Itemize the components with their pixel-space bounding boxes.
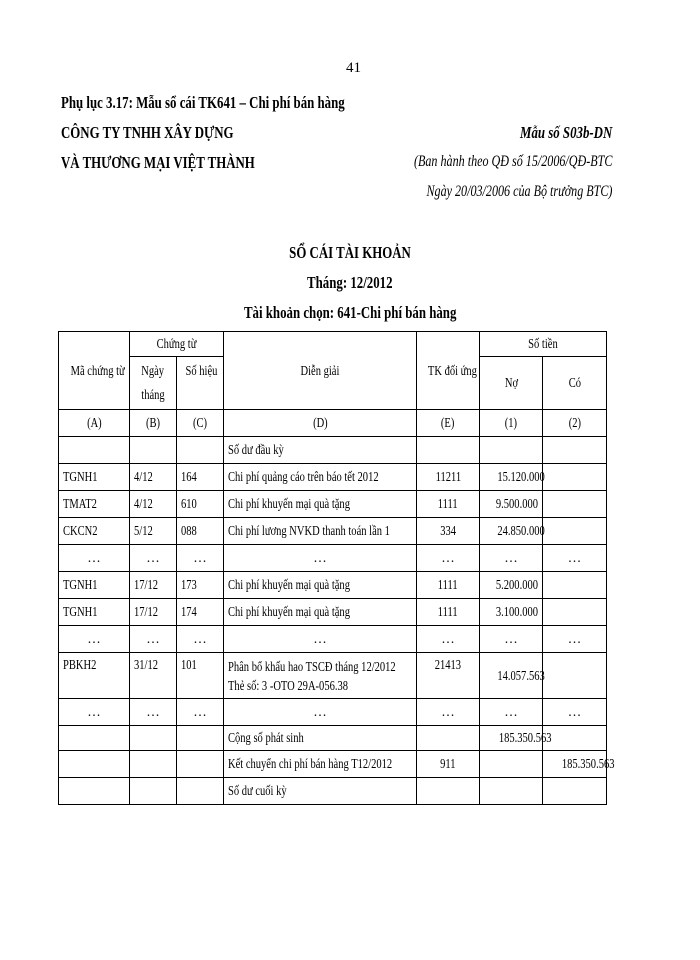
description: Chi phí lương NVKD thanh toán lần 1 <box>224 518 417 545</box>
company-name-line1: CÔNG TY TNHH XÂY DỰNG <box>61 123 234 142</box>
ellipsis: … <box>224 699 417 726</box>
voucher-code: CKCN2 <box>59 518 130 545</box>
counter-account: 1111 <box>417 491 480 518</box>
ellipsis: … <box>130 699 177 726</box>
column-code: (B) <box>130 410 177 437</box>
total-row <box>59 726 607 751</box>
issuance-note-line1: (Ban hành theo QĐ số 15/2006/QĐ-BTC <box>413 153 612 170</box>
total-label: Cộng số phát sinh <box>224 726 417 751</box>
form-code: Mẫu số S03b-DN <box>519 123 612 142</box>
debit-amount: 9.500.000 <box>480 491 543 518</box>
ledger-account: Tài khoản chọn: 641-Chi phí bán hàng <box>243 303 457 322</box>
table-row <box>59 572 607 599</box>
ledger-month: Tháng: 12/2012 <box>307 273 393 292</box>
ellipsis: … <box>59 626 130 653</box>
ellipsis: … <box>480 699 543 726</box>
voucher-date: 31/12 <box>130 653 177 699</box>
ledger-table <box>58 331 615 805</box>
ellipsis: … <box>417 626 480 653</box>
total-debit: 185.350.563 <box>480 726 543 751</box>
ellipsis: … <box>59 545 130 572</box>
page-number: 41 <box>346 60 361 76</box>
counter-account: 21413 <box>417 653 480 699</box>
description: Chi phí quảng cáo trên báo tết 2012 <box>224 464 417 491</box>
credit-amount <box>543 572 607 599</box>
counter-account: 911 <box>417 751 480 778</box>
counter-account: 1111 <box>417 572 480 599</box>
header-date: Ngày tháng <box>130 357 177 410</box>
ellipsis: … <box>130 545 177 572</box>
voucher-no: 610 <box>177 491 224 518</box>
ledger-title: SỔ CÁI TÀI KHOẢN <box>289 243 411 262</box>
column-code-row <box>59 410 607 437</box>
ellipsis: … <box>480 626 543 653</box>
voucher-no: 101 <box>177 653 224 699</box>
column-code: (A) <box>59 410 130 437</box>
header-debit: Nợ <box>480 357 543 410</box>
credit-amount <box>543 491 607 518</box>
voucher-code: TGNH1 <box>59 572 130 599</box>
voucher-date: 4/12 <box>130 491 177 518</box>
table-row <box>59 491 607 518</box>
header-voucher-group: Chứng từ <box>130 332 224 357</box>
ellipsis-row <box>59 626 607 653</box>
counter-account: 334 <box>417 518 480 545</box>
ellipsis: … <box>224 626 417 653</box>
voucher-date: 17/12 <box>130 572 177 599</box>
company-name-line2: VÀ THƯƠNG MẠI VIỆT THÀNH <box>61 153 255 172</box>
ellipsis: … <box>480 545 543 572</box>
column-code: (1) <box>480 410 543 437</box>
ellipsis: … <box>543 545 607 572</box>
voucher-code: TGNH1 <box>59 464 130 491</box>
voucher-date: 5/12 <box>130 518 177 545</box>
depreciation-row <box>59 653 607 699</box>
transfer-credit: 185.350.563 <box>543 751 607 778</box>
voucher-date: 17/12 <box>130 599 177 626</box>
counter-account: 11211 <box>417 464 480 491</box>
ellipsis: … <box>177 699 224 726</box>
voucher-code: TGNH1 <box>59 599 130 626</box>
closing-balance-label: Số dư cuối kỳ <box>224 778 417 805</box>
debit-amount: 14.057.563 <box>480 653 543 699</box>
ellipsis: … <box>130 626 177 653</box>
table-row <box>59 599 607 626</box>
voucher-no: 174 <box>177 599 224 626</box>
header-voucher-no: Số hiệu <box>177 357 224 410</box>
ellipsis: … <box>417 545 480 572</box>
ellipsis-row <box>59 545 607 572</box>
credit-amount <box>543 599 607 626</box>
credit-amount <box>543 464 607 491</box>
voucher-code: PBKH2 <box>59 653 130 699</box>
header-amount-group: Số tiền <box>480 332 607 357</box>
header-description: Diễn giải <box>224 332 417 410</box>
credit-amount <box>543 518 607 545</box>
transfer-row <box>59 751 607 778</box>
debit-amount: 24.850.000 <box>480 518 543 545</box>
description: Phân bổ khấu hao TSCĐ tháng 12/2012 Thẻ số: 3 -OTO 29A-056.38 <box>224 653 417 699</box>
header-credit: Có <box>543 357 607 410</box>
ellipsis: … <box>543 699 607 726</box>
credit-amount <box>543 653 607 699</box>
ellipsis: … <box>417 699 480 726</box>
description: Chi phí khuyến mại quà tặng <box>224 599 417 626</box>
opening-balance-row <box>59 437 607 464</box>
ellipsis: … <box>543 626 607 653</box>
column-code: (C) <box>177 410 224 437</box>
debit-amount: 3.100.000 <box>480 599 543 626</box>
ellipsis-row <box>59 699 607 726</box>
column-code: (E) <box>417 410 480 437</box>
voucher-code: TMAT2 <box>59 491 130 518</box>
debit-amount: 15.120.000 <box>480 464 543 491</box>
voucher-date: 4/12 <box>130 464 177 491</box>
description: Chi phí khuyến mại quà tặng <box>224 491 417 518</box>
column-code: (2) <box>543 410 607 437</box>
ellipsis: … <box>59 699 130 726</box>
transfer-description: Kết chuyển chi phí bán hàng T12/2012 <box>224 751 417 778</box>
debit-amount: 5.200.000 <box>480 572 543 599</box>
ellipsis: … <box>177 626 224 653</box>
voucher-no: 164 <box>177 464 224 491</box>
description: Chi phí khuyến mại quà tặng <box>224 572 417 599</box>
closing-balance-row <box>59 778 607 805</box>
ellipsis: … <box>224 545 417 572</box>
header-voucher-code: Mã chứng từ <box>59 332 130 410</box>
issuance-note-line2: Ngày 20/03/2006 của Bộ trưởng BTC) <box>425 183 612 200</box>
voucher-no: 173 <box>177 572 224 599</box>
column-code: (D) <box>224 410 417 437</box>
ellipsis: … <box>177 545 224 572</box>
counter-account: 1111 <box>417 599 480 626</box>
voucher-no: 088 <box>177 518 224 545</box>
opening-balance-label: Số dư đầu kỳ <box>224 437 417 464</box>
header-counter-account: TK đối ứng <box>417 332 480 410</box>
table-row <box>59 464 607 491</box>
appendix-title: Phụ lục 3.17: Mẫu sổ cái TK641 – Chi phí bán hàng <box>61 93 345 112</box>
table-row <box>59 518 607 545</box>
